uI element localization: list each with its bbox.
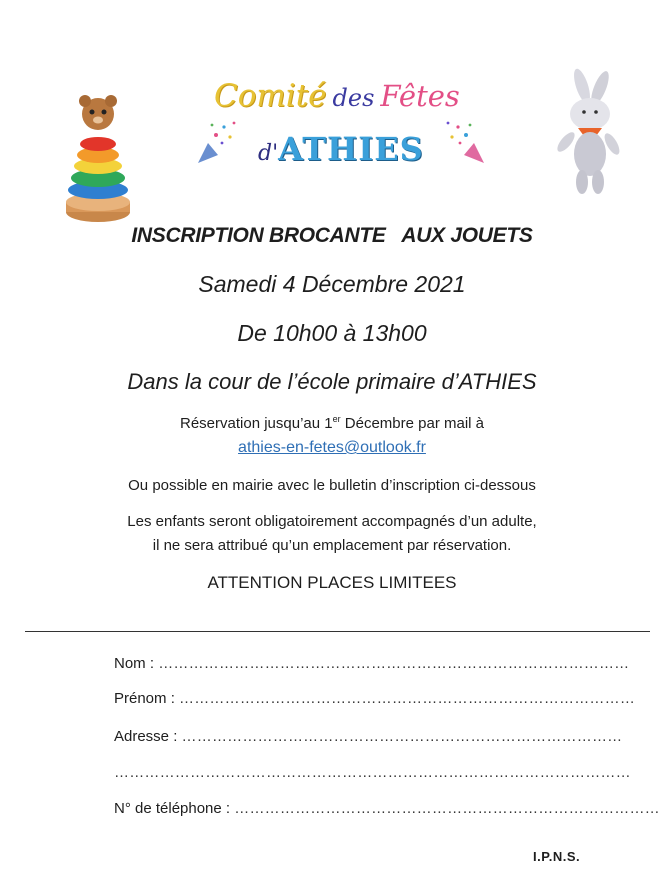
telephone-blank[interactable]: …………………………………………………………………………: [234, 800, 660, 817]
children-notice-line1: Les enfants seront obligatoirement accompagnés d’un adulte,: [127, 513, 537, 530]
nom-label: Nom :: [114, 655, 155, 672]
form-field-nom[interactable]: [114, 655, 630, 672]
attention-notice: ATTENTION PLACES LIMITEES: [207, 573, 457, 592]
logo-athies: [258, 130, 438, 170]
logo-word-d: d': [258, 141, 279, 166]
party-popper-left-icon: [196, 115, 242, 167]
cut-line-divider: [25, 631, 650, 632]
ipns-mention: I.P.N.S.: [533, 849, 581, 864]
form-field-prenom[interactable]: [114, 690, 636, 707]
event-title: INSCRIPTION BROCANTE AUX JOUETS: [131, 224, 533, 247]
mairie-text: Ou possible en mairie avec le bulletin d’inscription ci-dessous: [128, 477, 536, 494]
logo-word-athies: ATHIES: [278, 130, 424, 168]
adresse-blank[interactable]: ……………………………………………………………………………: [181, 728, 623, 745]
email-link[interactable]: athies-en-fetes@outlook.fr: [238, 439, 426, 456]
logo-word-fetes: Fêtes: [380, 79, 460, 113]
adresse-label: Adresse :: [114, 728, 178, 745]
stacking-ring-toy-illustration: [58, 92, 144, 228]
bunny-plush-illustration: [548, 68, 630, 196]
prenom-label: Prénom :: [114, 690, 175, 707]
form-field-adresse-line2[interactable]: [114, 764, 631, 781]
logo-word-des: des: [332, 84, 375, 112]
reservation-superscript: er: [332, 414, 341, 424]
logo-word-comite: Comité: [214, 78, 327, 114]
logo-comite-des-fetes: [214, 78, 474, 118]
adresse-line2-blank[interactable]: …………………………………………………………………………………………: [114, 764, 631, 781]
nom-blank[interactable]: …………………………………………………………………………………: [158, 655, 630, 672]
prenom-blank[interactable]: ………………………………………………………………………………: [179, 690, 636, 707]
form-field-adresse[interactable]: [114, 728, 623, 745]
reservation-text-start: Réservation jusqu’au 1: [180, 415, 333, 432]
event-place: Dans la cour de l’école primaire d’ATHIES: [127, 369, 537, 394]
form-field-telephone[interactable]: [114, 800, 660, 817]
reservation-text-end: Décembre par mail à: [340, 415, 484, 432]
telephone-label: N° de téléphone :: [114, 800, 231, 817]
reservation-text: [0, 414, 664, 432]
event-time: De 10h00 à 13h00: [237, 320, 427, 346]
party-popper-right-icon: [440, 115, 486, 167]
event-date: Samedi 4 Décembre 2021: [198, 271, 466, 297]
children-notice-line2: il ne sera attribué qu’un emplacement par réservation.: [152, 537, 512, 554]
